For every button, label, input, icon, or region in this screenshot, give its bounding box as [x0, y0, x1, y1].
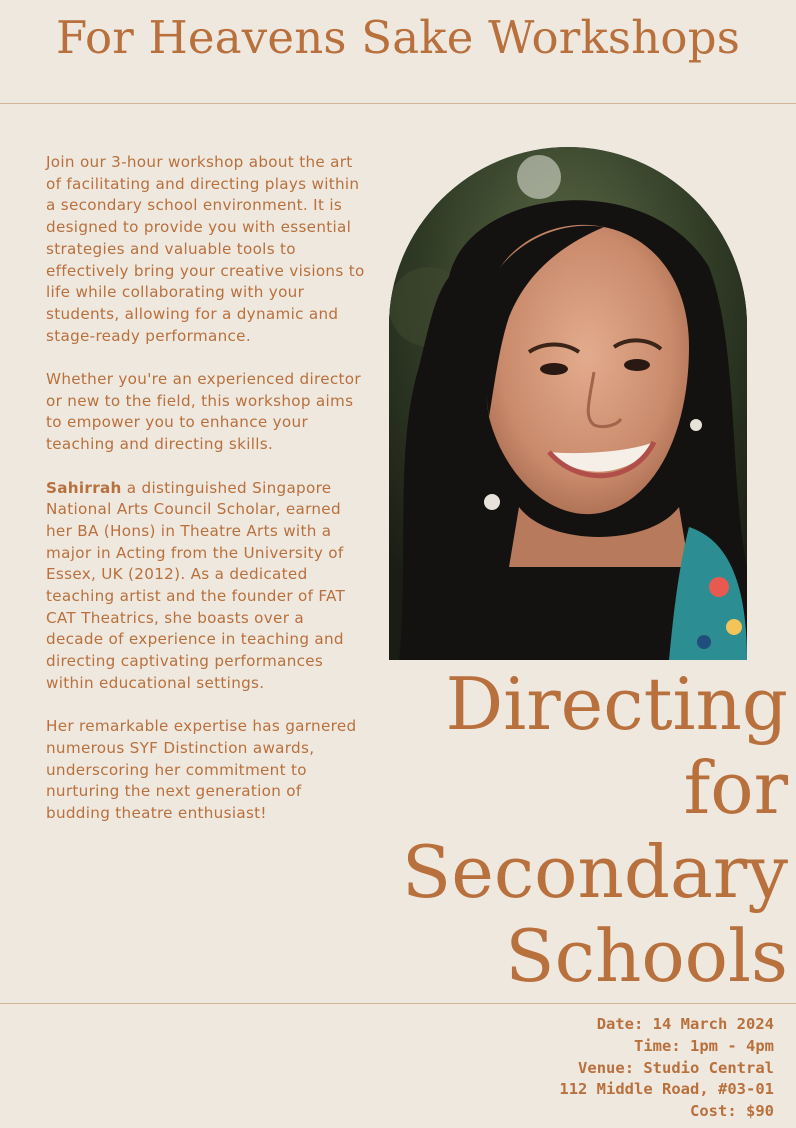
description-column [46, 152, 366, 846]
bio-text: a distinguished Singapore National Arts Council Scholar, earned her BA (Hons) in Theatre Arts with a major in Acting from the University of Essex, UK (2012). As a dedicated teaching artist and the founder of FAT CAT Theatrics, she boasts over a decade of experience in teaching and directing captivating performances within educational settings. [46, 478, 346, 692]
instructor-name: Sahirrah [46, 478, 122, 497]
bio-paragraph [46, 478, 366, 695]
intro-paragraph-1: Join our 3-hour workshop about the art of facilitating and directing plays within a secondary school environment. It is designed to provide you with essential strategies and valuable tools to effectively bring your creative visions to life while collaborating with your students, allowing for a dynamic and stage-ready performance. [46, 153, 365, 345]
bio-paragraph-2: Her remarkable expertise has garnered numerous SYF Distinction awards, underscoring her commitment to nurturing the next generation of budding theatre enthusiast! [46, 717, 357, 823]
title-line-1: Directing [445, 662, 788, 746]
event-date: Date: 14 March 2024 [596, 1015, 774, 1033]
event-address: 112 Middle Road, #03-01 [559, 1080, 774, 1099]
event-details [559, 1014, 774, 1123]
title-line-2: for [683, 746, 788, 830]
event-cost: Cost: $90 [690, 1102, 774, 1121]
event-time: Time: 1pm - 4pm [634, 1036, 774, 1055]
portrait-illustration [389, 147, 747, 660]
title-line-3: Secondary [401, 830, 788, 914]
top-divider [0, 103, 796, 104]
event-venue: Venue: Studio Central [578, 1058, 774, 1077]
workshop-title [402, 662, 788, 998]
intro-paragraph-2: Whether you're an experienced director or new to the field, this workshop aims to empower you to enhance your teaching and directing skills. [46, 370, 361, 454]
title-line-4: Schools [505, 914, 788, 998]
brand-title: For Heavens Sake Workshops [56, 11, 741, 64]
instructor-portrait [389, 147, 747, 660]
bottom-divider [0, 1003, 796, 1004]
